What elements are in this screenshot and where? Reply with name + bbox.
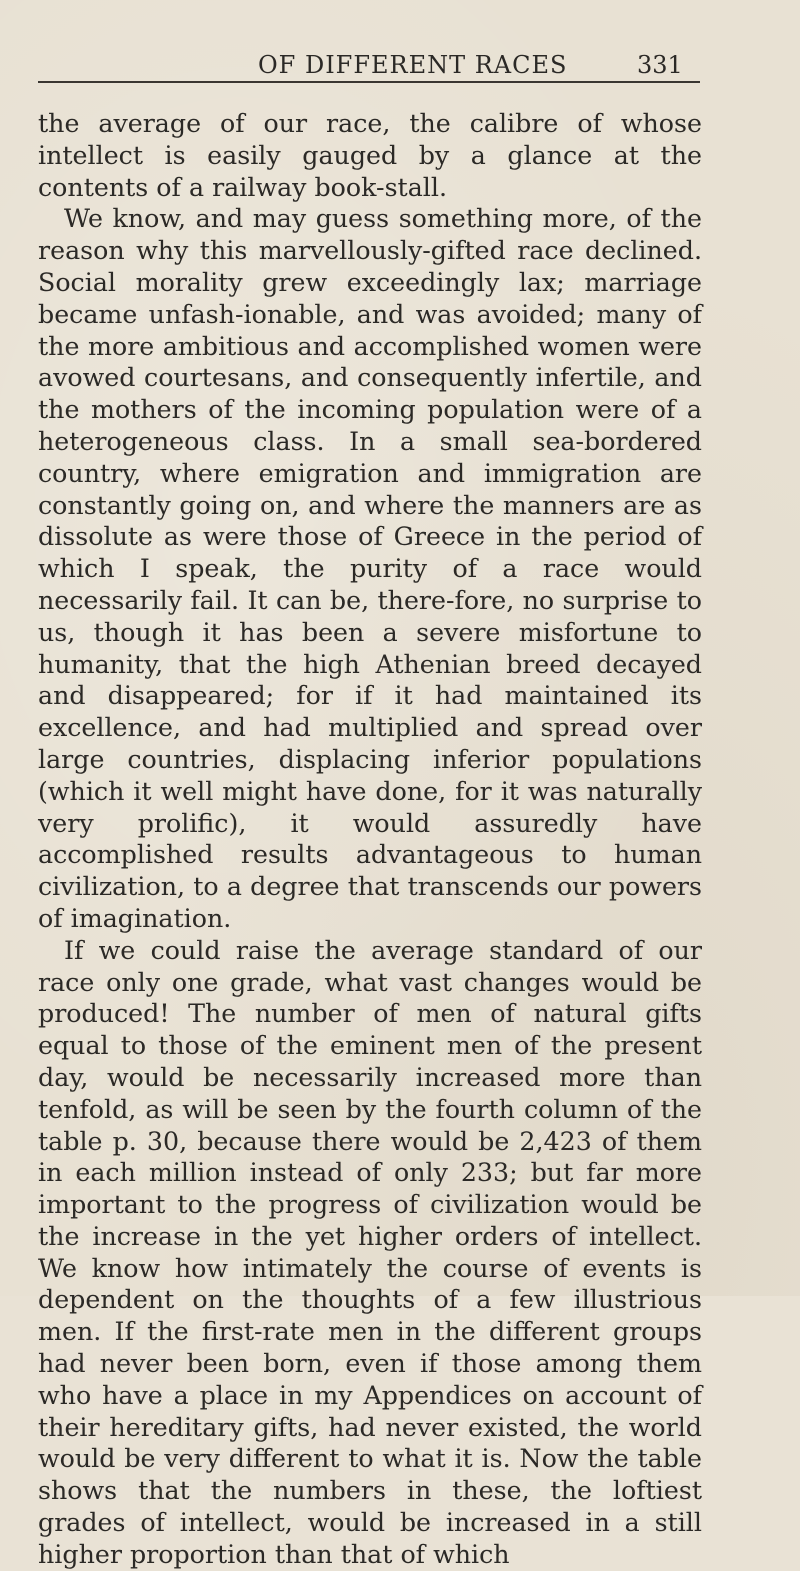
body-text [38, 108, 702, 1571]
header-rule [38, 81, 700, 83]
paragraph-athenian-decline: We know, and may guess something more, of the reason why this marvellously-gifted race declined. Social morality grew exceedingly lax; marriage became unfash-ionable, and was avoided; many of the more ambitious and accomplished women were avowed courtesans, and consequently infertile, and the mothers of the incoming population were of a heterogeneous class. In a small sea-bordered country, where emigration and immigration are constantly going on, and where the manners are as dissolute as were those of Greece in the period of which I speak, the purity of a race would necessarily fail. It can be, there-fore, no surprise to us, though it has been a severe misfortune to humanity, that the high Athenian breed decayed and disappeared; for if it had maintained its excellence, and had multiplied and spread over large countries, displacing inferior populations (which it well might have done, for it was naturally very prolific), it would assuredly have accomplished results advantageous to human civilization, to a degree that transcends our powers of imagination. [38, 204, 702, 933]
running-title: OF DIFFERENT RACES [258, 51, 568, 79]
page-number: 331 [637, 51, 683, 79]
paragraph-continuation: the average of our race, the calibre of whose intellect is easily gauged by a glance at the contents of a railway book-stall. [38, 109, 702, 202]
paragraph-raising-standard: If we could raise the average standard of our race only one grade, what vast changes would be produced! The number of men of natural gifts equal to those of the eminent men of the present day, would be necessarily increased more than tenfold, as will be seen by the fourth column of the table p. 30, because there would be 2,423 of them in each million instead of only 233; but far more important to the progress of civilization would be the increase in the yet higher orders of intellect. We know how intimately the course of events is dependent on the thoughts of a few illustrious men. If the first-rate men in the different groups had never been born, even if those among them who have a place in my Appendices on account of their hereditary gifts, had never existed, the world would be very different to what it is. Now the table shows that the numbers in these, the loftiest grades of intellect, would be increased in a still higher proportion than that of which [38, 935, 702, 1569]
